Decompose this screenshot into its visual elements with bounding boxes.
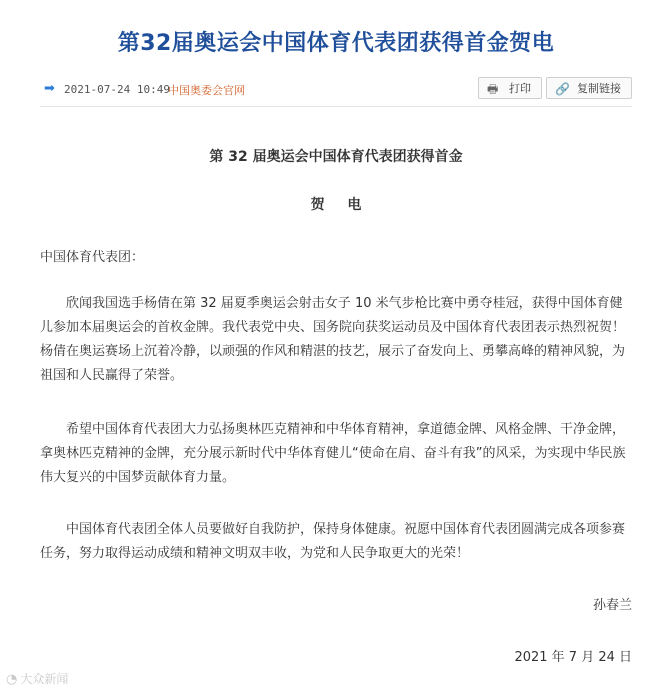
printer-icon: 🖶 <box>487 82 499 96</box>
document-heading: 第 32 届奥运会中国体育代表团获得首金 <box>209 149 463 165</box>
signature-date: 2021 年 7 月 24 日 <box>514 650 632 665</box>
publish-datetime: 2021-07-24 10:49 <box>64 83 170 96</box>
body-paragraph: 希望中国体育代表团大力弘扬奥林匹克精神和中华体育精神，拿道德金牌、风格金牌、干净金牌，拿奥林匹克精神的金牌，充分展示新时代中华体育健儿“使命在肩、奋斗有我”的风采，为实现中华民族伟大复兴的中国梦贡献体育力量。 <box>40 422 626 485</box>
arrow-right-icon: ➡ <box>44 81 55 96</box>
source-link[interactable]: 中国奥委会官网 <box>168 84 245 97</box>
link-icon: 🔗 <box>555 82 570 96</box>
print-button[interactable] <box>478 77 542 99</box>
watermark <box>6 670 68 687</box>
signature: 孙春兰 <box>592 598 632 613</box>
watermark-text: 大众新闻 <box>20 672 69 686</box>
article-meta-bar <box>40 74 632 107</box>
salutation: 中国体育代表团： <box>40 250 145 265</box>
copy-link-label: 复制链接 <box>577 82 621 95</box>
logo-icon: ◔ <box>6 672 18 687</box>
document-subheading: 贺 电 <box>310 197 362 213</box>
page-title: 第32届奥运会中国体育代表团获得首金贺电 <box>117 31 555 56</box>
body-paragraph: 中国体育代表团全体人员要做好自我防护，保持身体健康。祝愿中国体育代表团圆满完成各项参赛任务，努力取得运动成绩和精神文明双丰收，为党和人民争取更大的光荣！ <box>40 522 626 561</box>
body-paragraph: 欣闻我国选手杨倩在第 32 届夏季奥运会射击女子 10 米气步枪比赛中勇夺桂冠，获得中国体育健儿参加本届奥运会的首枚金牌。我代表党中央、国务院向获奖运动员及中国体育代表团表示热烈祝贺！杨倩在奥运赛场上沉着冷静，以顽强的作风和精湛的技艺，展示了奋发向上、勇攀高峰的精神风貌，为祖国和人民赢得了荣誉。 <box>40 296 626 383</box>
print-button-label: 打印 <box>509 82 531 95</box>
copy-link-button[interactable] <box>546 77 632 99</box>
